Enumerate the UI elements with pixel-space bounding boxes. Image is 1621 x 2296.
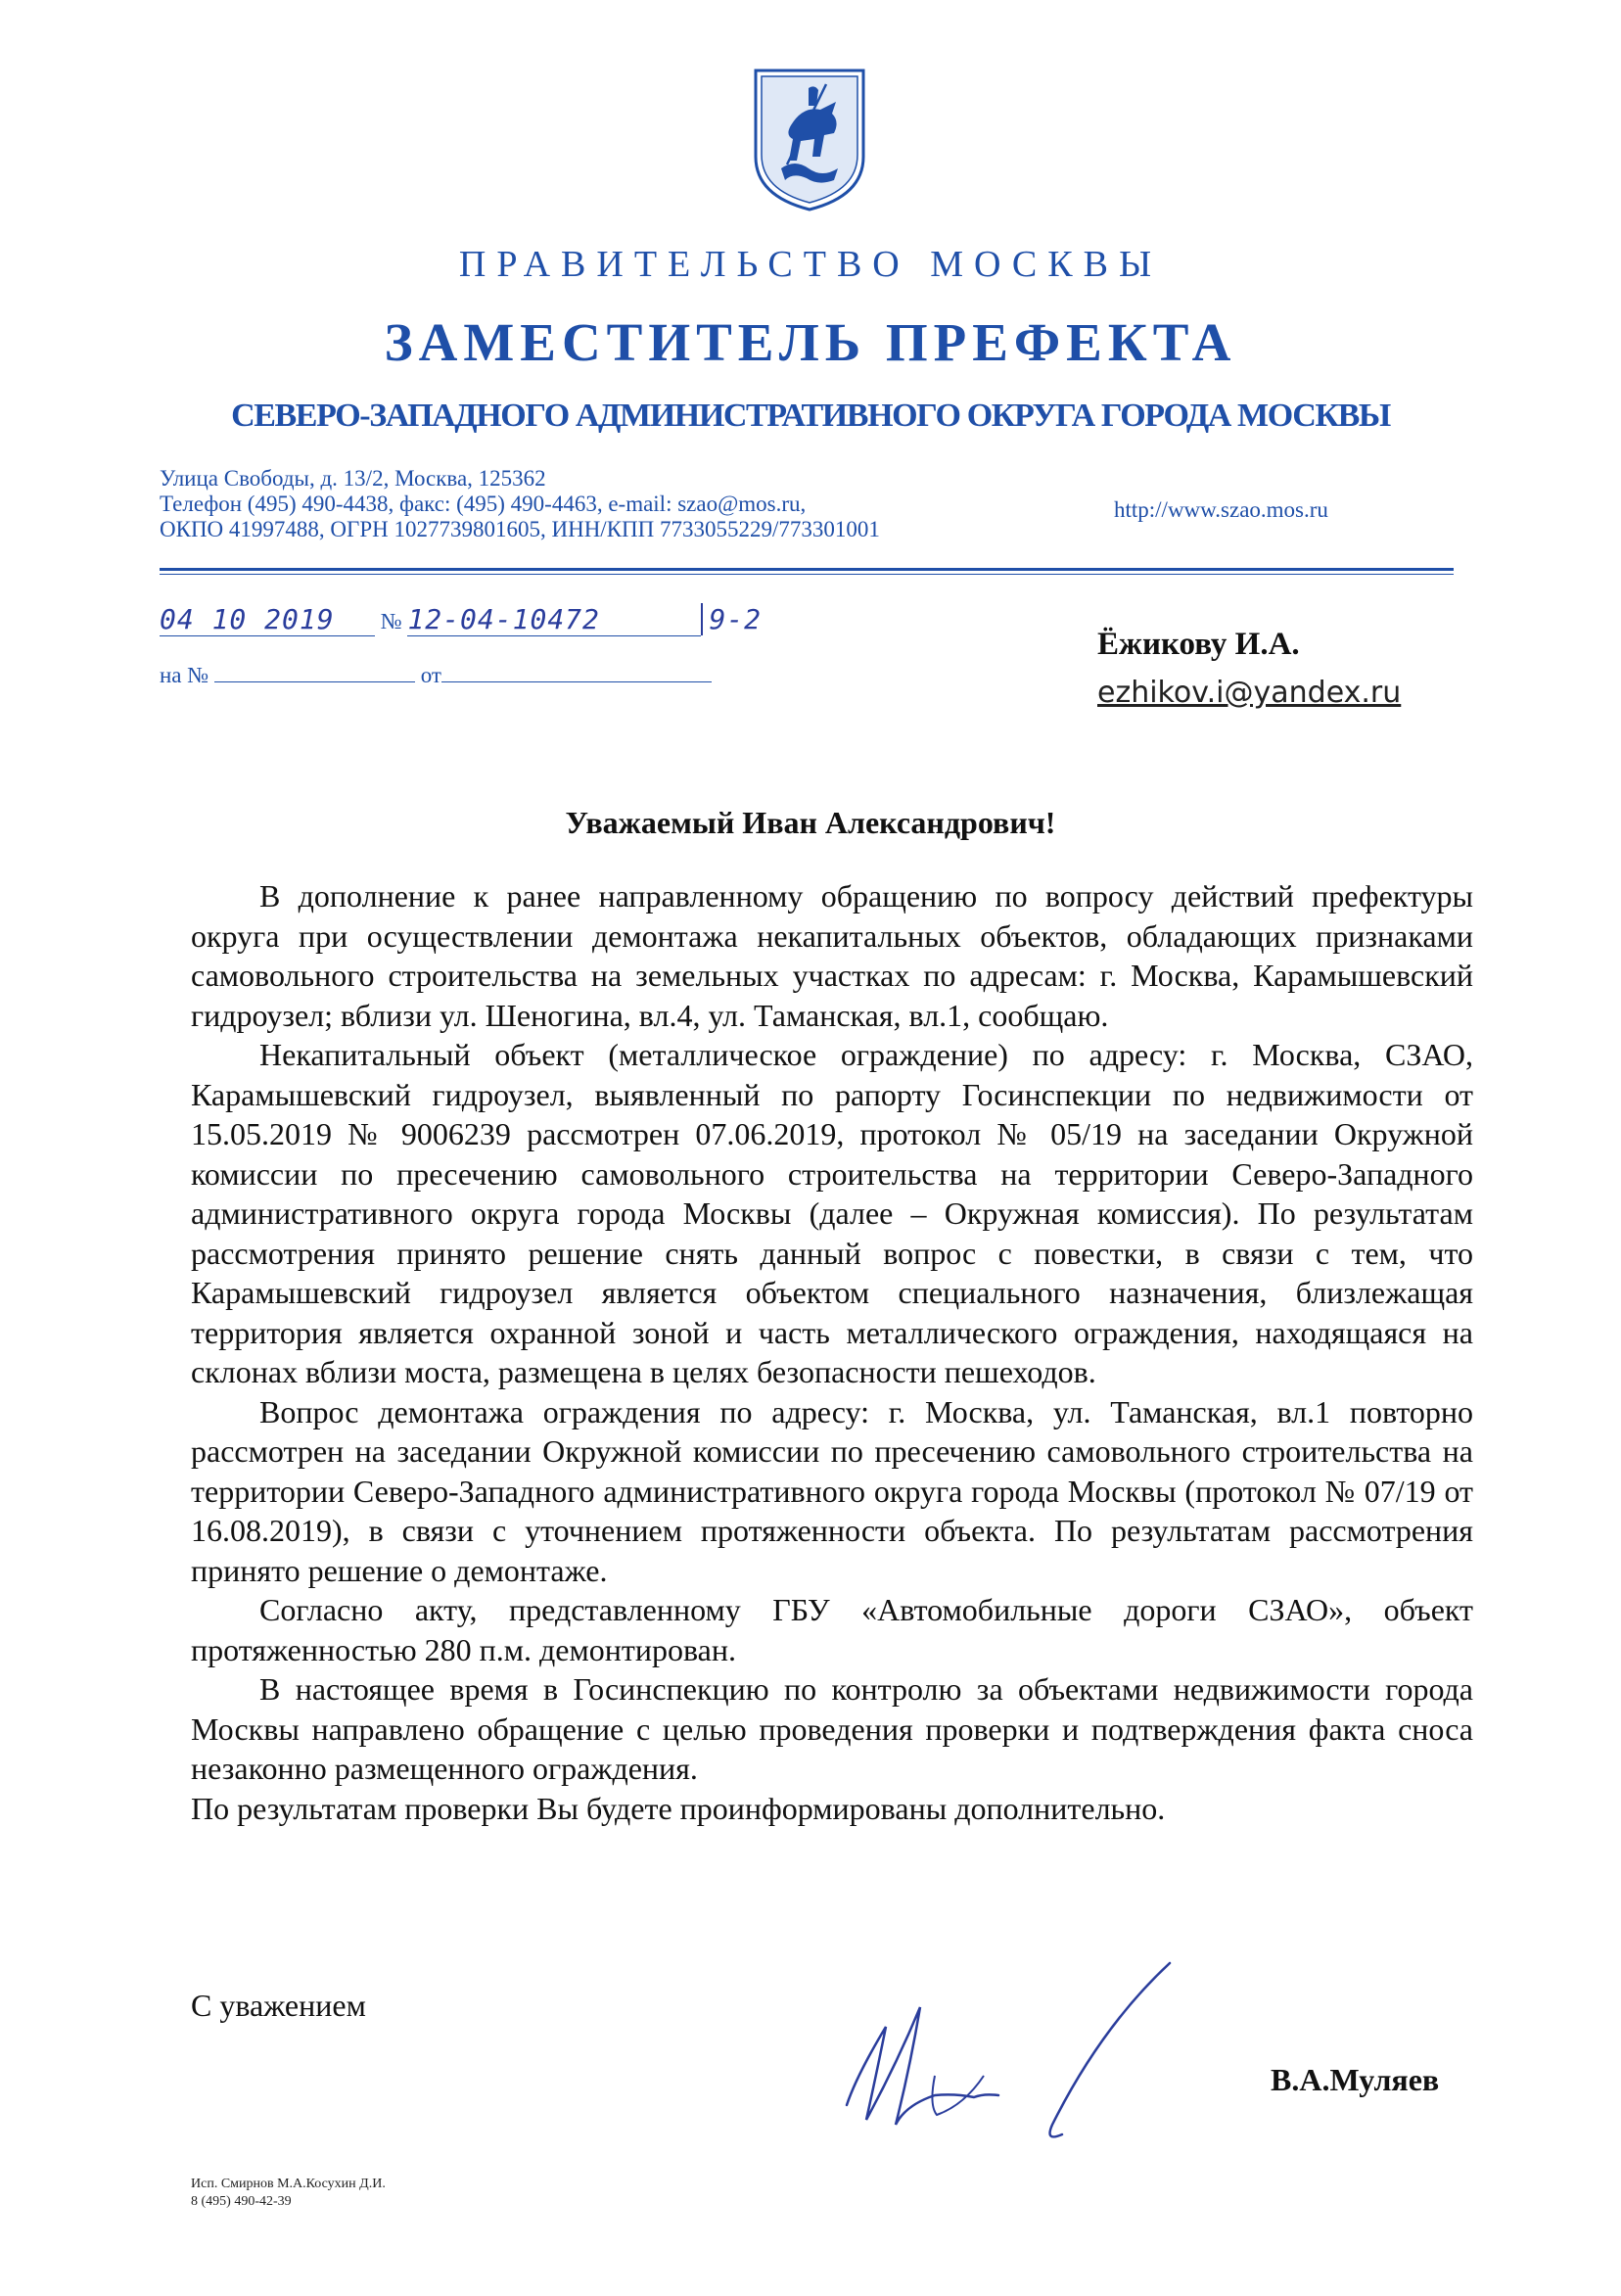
ref-from-label: от — [420, 663, 441, 687]
ref-number-label: на № — [160, 663, 209, 687]
closing: С уважением — [191, 1988, 366, 2023]
moscow-coat-of-arms-icon — [752, 67, 867, 213]
registration-number: 12-04-10472 — [407, 603, 701, 636]
number-label: № — [380, 609, 402, 633]
ref-number-blank — [214, 662, 415, 682]
registration-suffix: 9-2 — [701, 603, 762, 635]
reference-line — [160, 662, 712, 688]
registration-date: 04 10 2019 — [160, 603, 375, 636]
paragraph: В настоящее время в Госинспекцию по контролю за объектами недвижимости города Москвы направлено обращение с целью проведения проверки и подтверждения факта сноса незаконно размещенного ограждения. — [191, 1671, 1473, 1786]
addressee-email[interactable]: ezhikov.i@yandex.ru — [1097, 676, 1402, 710]
greeting: Уважаемый Иван Александрович! — [565, 805, 1056, 840]
website-link[interactable]: http://www.szao.mos.ru — [1114, 497, 1328, 522]
paragraph: Вопрос демонтажа ограждения по адресу: г. Москва, ул. Таманская, вл.1 повторно рассмотрен на заседании Окружной комиссии по пресечению самовольного строительства на территории Северо-Западного административного округа города Москвы (протокол № 07/19 от 16.08.2019), в связи с уточнением протяженности объекта. По результатам рассмотрения принято решение о демонтаже. — [191, 1393, 1473, 1588]
district-title: СЕВЕРО-ЗАПАДНОГО АДМИНИСТРАТИВНОГО ОКРУГА ГОРОДА МОСКВЫ — [231, 398, 1390, 434]
paragraph: В дополнение к ранее направленному обращению по вопросу действий префектуры округа при осуществлении демонтажа некапитальных объектов, обладающих признаками самовольного строительства на земельных участках по адресам: г. Москва, Карамышевский гидроузел; вблизи ул. Шеногина, вл.4, ул. Таманская, вл.1, сообщаю. — [191, 878, 1473, 1033]
contact-block — [160, 466, 880, 542]
signatory-name: В.А.Муляев — [1271, 2062, 1440, 2097]
header-divider — [160, 568, 1454, 571]
header-divider-thin — [160, 574, 1454, 575]
signature-icon — [827, 1958, 1199, 2154]
paragraph: По результатам проверки Вы будете проинформированы дополнительно. — [191, 1790, 1166, 1826]
executor-names: Исп. Смирнов М.А.Косухин Д.И. — [191, 2177, 386, 2191]
registration-line — [160, 603, 762, 636]
addressee-name: Ёжикову И.А. — [1097, 627, 1300, 662]
address-line: Улица Свободы, д. 13/2, Москва, 125362 — [160, 466, 546, 491]
deputy-prefect-title: ЗАМЕСТИТЕЛЬ ПРЕФЕКТА — [384, 312, 1237, 372]
executor-phone: 8 (495) 490-42-39 — [191, 2194, 292, 2209]
paragraph: Согласно акту, представленному ГБУ «Автомобильные дороги СЗАО», объект протяженностью 280 п.м. демонтирован. — [191, 1592, 1473, 1667]
government-title: ПРАВИТЕЛЬСТВО МОСКВЫ — [458, 244, 1163, 285]
ref-date-blank — [441, 662, 712, 682]
executor-block — [191, 2176, 386, 2211]
letter-body — [191, 876, 1473, 1828]
codes-line: ОКПО 41997488, ОГРН 1027739801605, ИНН/КПП 7733055229/773301001 — [160, 517, 880, 541]
paragraph: Некапитальный объект (металлическое ограждение) по адресу: г. Москва, СЗАО, Карамышевский гидроузел, выявленный по рапорту Госинспекции по недвижимости от 15.05.2019 № 9006239 рассмотрен 07.06.2019, протокол № 05/19 на заседании Окружной комиссии по пресечению самовольного строительства на территории Северо-Западного административного округа города Москвы (далее – Окружная комиссия). По результатам рассмотрения принято решение снять данный вопрос с повестки, в связи с тем, что Карамышевский гидроузел является объектом специального назначения, близлежащая территория является охранной зоной и часть металлического ограждения, находящаяся на склонах вблизи моста, размещена в целях безопасности пешеходов. — [191, 1037, 1473, 1389]
phone-line: Телефон (495) 490-4438, факс: (495) 490-4463, e-mail: szao@mos.ru, — [160, 492, 807, 516]
